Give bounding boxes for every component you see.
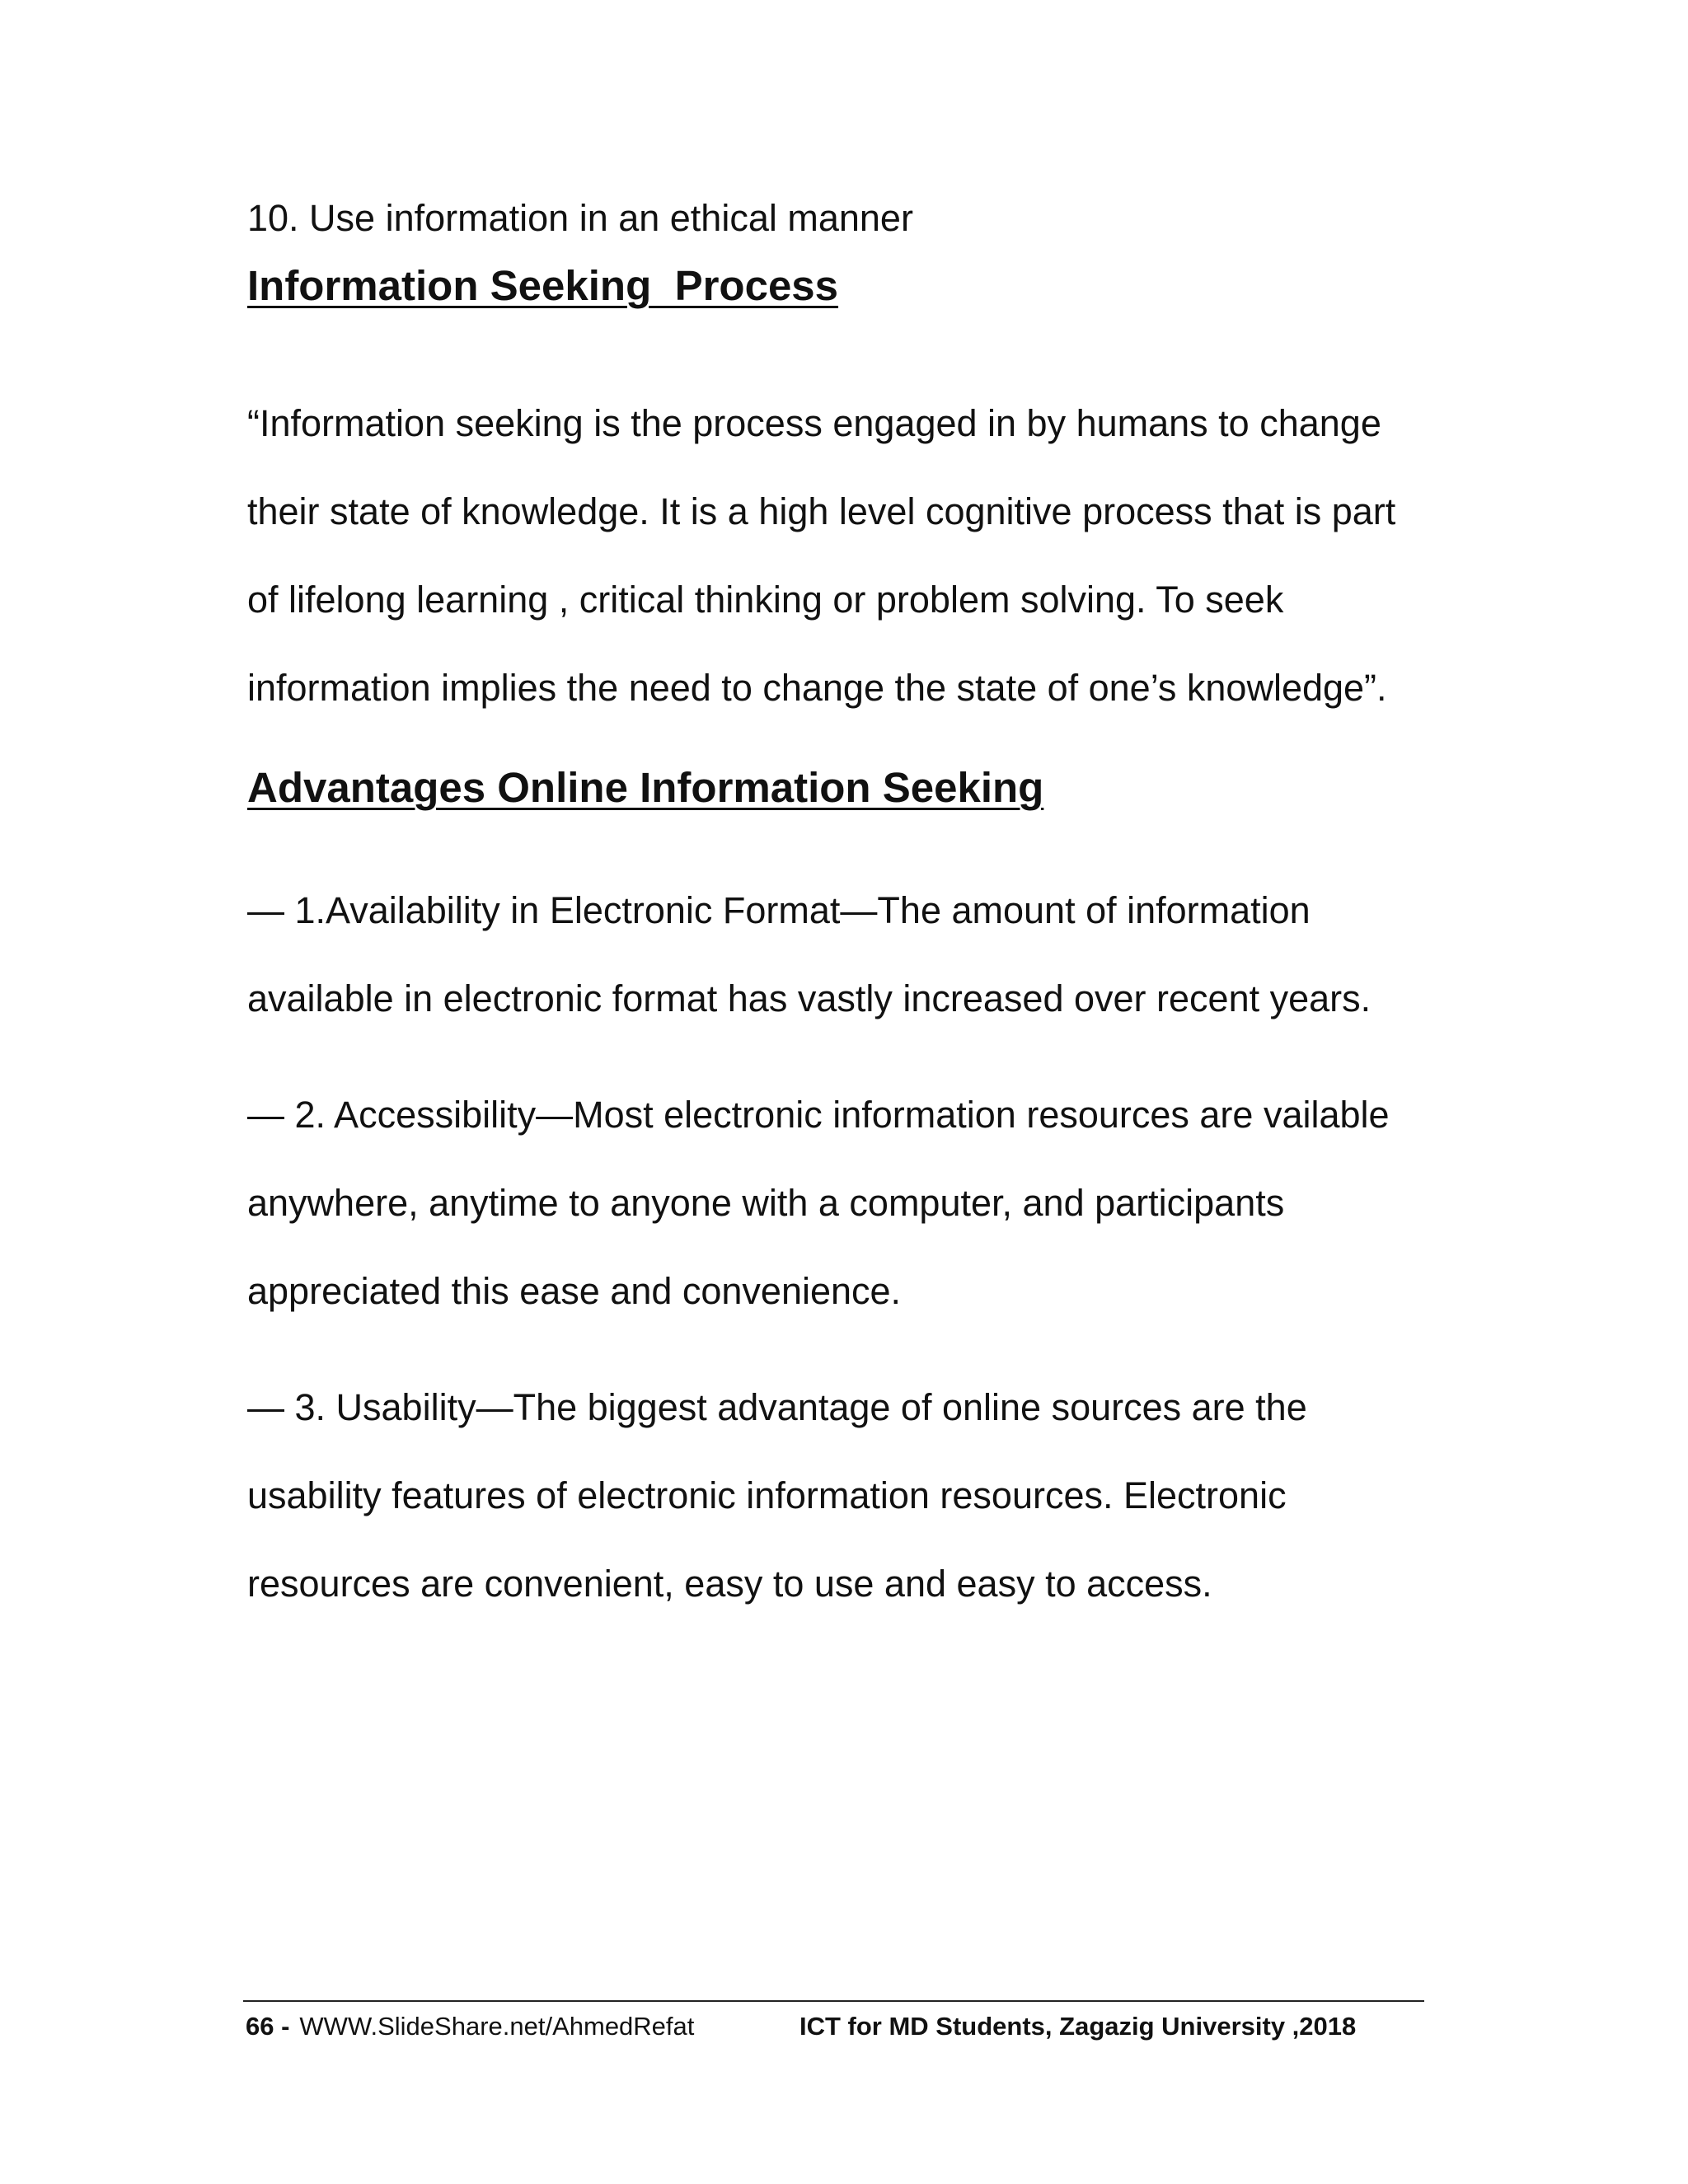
footer-site-text: WWW.SlideShare.net/AhmedRefat xyxy=(299,2012,695,2041)
advantages-list xyxy=(247,866,1442,1628)
advantage-usability: — 3. Usability—The biggest advantage of online sources are the usability features of electronic information resources. Electronic resources are convenient, easy to use and easy to access. xyxy=(247,1386,1307,1605)
footer-divider xyxy=(243,2000,1424,2002)
page-footer xyxy=(246,2007,1416,2048)
list-item-ethical-use: 10. Use information in an ethical manner xyxy=(247,197,913,239)
section-heading-information-seeking-process: Information Seeking Process xyxy=(247,262,839,309)
page-number: 66 - xyxy=(246,2012,290,2041)
section-heading-advantages-online-information-seeking: Advantages Online Information Seeking xyxy=(247,764,1044,811)
advantage-availability: — 1.Availability in Electronic Format—The amount of information available in electronic format has vastly increased over recent years. xyxy=(247,889,1372,1019)
information-seeking-definition: “Information seeking is the process engaged in by humans to change their state of knowledge. It is a high level cognitive process that is part of lifelong learning , critical thinking or problem solving. To seek information implies the need to change the state of one’s knowledge”. xyxy=(247,402,1396,709)
page-content xyxy=(247,194,1442,1656)
footer-course-text: ICT for MD Students, Zagazig University ,2018 xyxy=(799,2012,1357,2041)
advantage-accessibility: — 2. Accessibility—Most electronic information resources are vailable anywhere, anytime to anyone with a computer, and participants appreciated this ease and convenience. xyxy=(247,1094,1390,1312)
